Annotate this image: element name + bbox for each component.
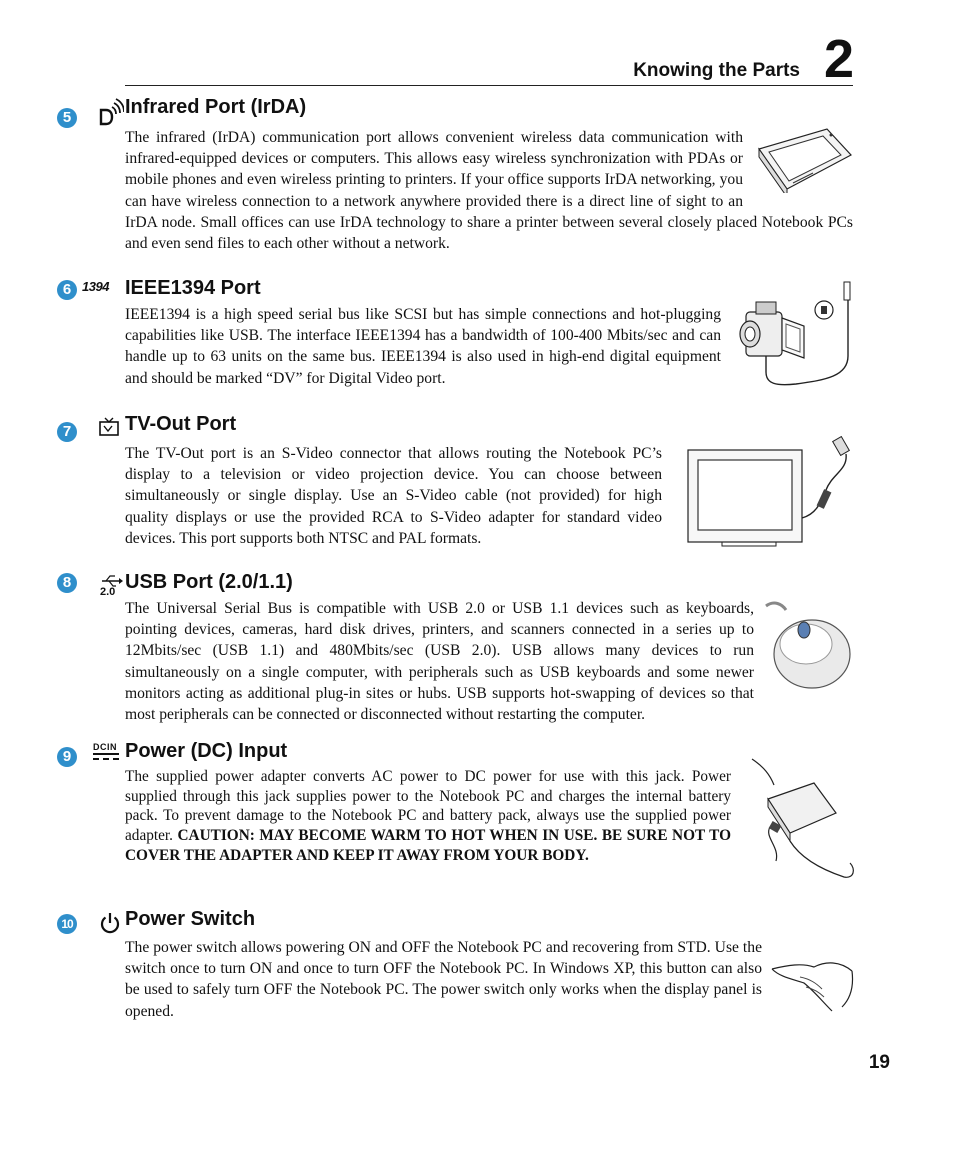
section-body-text: The supplied power adapter converts AC power to DC power for use with this jack. Power supplied through this jack supplies power to the Notebook PC and charges the internal battery pack. To prevent damage to the Notebook PC and battery pack, always use the supplied power adapter. xyxy=(125,768,731,845)
section-title: IEEE1394 Port xyxy=(125,277,261,299)
section-title: Infrared Port (IrDA) xyxy=(125,96,307,118)
header-rule xyxy=(125,85,853,86)
section-body xyxy=(125,127,853,254)
section-body: The TV-Out port is an S-Video connector that allows routing the Notebook PC’s display to a television or video projection device. You can choose between simultaneously or single display. Use an S-Video cable (not provided) for high quality displays or use the provided RCA to S-Video adapter for standard video devices. This port supports both NTSC and PAL formats. xyxy=(125,445,662,547)
section-number-badge: 7 xyxy=(57,422,77,442)
section-body: IEEE1394 is a high speed serial bus like SCSI but has simple connections and hot-plugging capabilities like USB. The interface IEEE1394 has a bandwidth of 100-400 Mbits/sec and can handle up to 63 units on the same bus. IEEE1394 is also used in high-end digital equipment and should be marked “DV” for Digital Video port. xyxy=(125,306,721,387)
power-icon xyxy=(99,911,121,935)
caution-text: CAUTION: MAY BECOME WARM TO HOT WHEN IN USE. BE SURE NOT TO COVER THE ADAPTER AND KEEP IT AWAY FROM YOUR BODY. xyxy=(125,827,731,864)
ieee1394-icon: 1394 xyxy=(82,279,109,294)
section-title: TV-Out Port xyxy=(125,413,237,435)
chapter-number: 2 xyxy=(824,29,855,89)
section-number-badge: 6 xyxy=(57,280,77,300)
hand-pressing-illustration xyxy=(770,957,854,1015)
tv-illustration xyxy=(686,434,856,548)
dc-in-icon-label: DCIN xyxy=(93,742,117,752)
tv-out-icon xyxy=(98,417,122,437)
section-title: Power (DC) Input xyxy=(125,740,288,762)
section-body xyxy=(125,937,854,1022)
section-body xyxy=(125,598,854,725)
running-header-title: Knowing the Parts xyxy=(633,60,800,81)
section-title: Power Switch xyxy=(125,908,256,930)
section-number-badge: 8 xyxy=(57,573,77,593)
usb-version-label: 2.0 xyxy=(100,586,116,598)
dc-in-icon xyxy=(93,742,119,760)
page-number: 19 xyxy=(868,1052,890,1073)
section-number-badge: 9 xyxy=(57,747,77,767)
infrared-icon xyxy=(98,98,124,126)
power-adapter-illustration xyxy=(740,757,858,881)
section-number-badge: 10 xyxy=(57,914,77,934)
mouse-illustration xyxy=(760,600,854,694)
section-body-text: The infrared (IrDA) communication port allows convenient wireless data communication with infrared-equipped devices or computers. This allows easy wireless synchronization with PDAs or mobile phones and even wireless printing to printers. If your office supports IrDA networking, you can have wireless connection to a network anywhere provided there is a direct line of sight to an IrDA node. Small offices can use IrDA technology to share a printer between several closely placed Notebook PCs and even send files to each other without a network. xyxy=(125,129,853,253)
section-number-badge: 5 xyxy=(57,108,77,128)
pda-illustration xyxy=(753,125,853,193)
camcorder-illustration xyxy=(736,276,856,390)
section-body-text: The Universal Serial Bus is compatible with USB 2.0 or USB 1.1 devices such as keyboards, pointing devices, cameras, hard disk drives, printers, and scanners connected in a series up to 12Mbits/sec (USB 1.1) and 480Mbits/sec (USB 2.0). USB allows many devices to run simultaneously on a single computer, with peripherals such as USB keyboards and some newer monitors acting as additional plug-in sites or hubs. USB supports hot-swapping of devices so that most peripherals can be connected or disconnected without restarting the computer. xyxy=(125,600,754,724)
section-title: USB Port (2.0/1.1) xyxy=(125,571,293,593)
section-body-text: The power switch allows powering ON and OFF the Notebook PC and recovering from STD. Use the switch once to turn ON and once to turn OFF the Notebook PC. In Windows XP, this button can also be used to safely turn OFF the Notebook PC. The power switch only works when the display panel is opened. xyxy=(125,939,762,1020)
section-body xyxy=(125,767,731,866)
